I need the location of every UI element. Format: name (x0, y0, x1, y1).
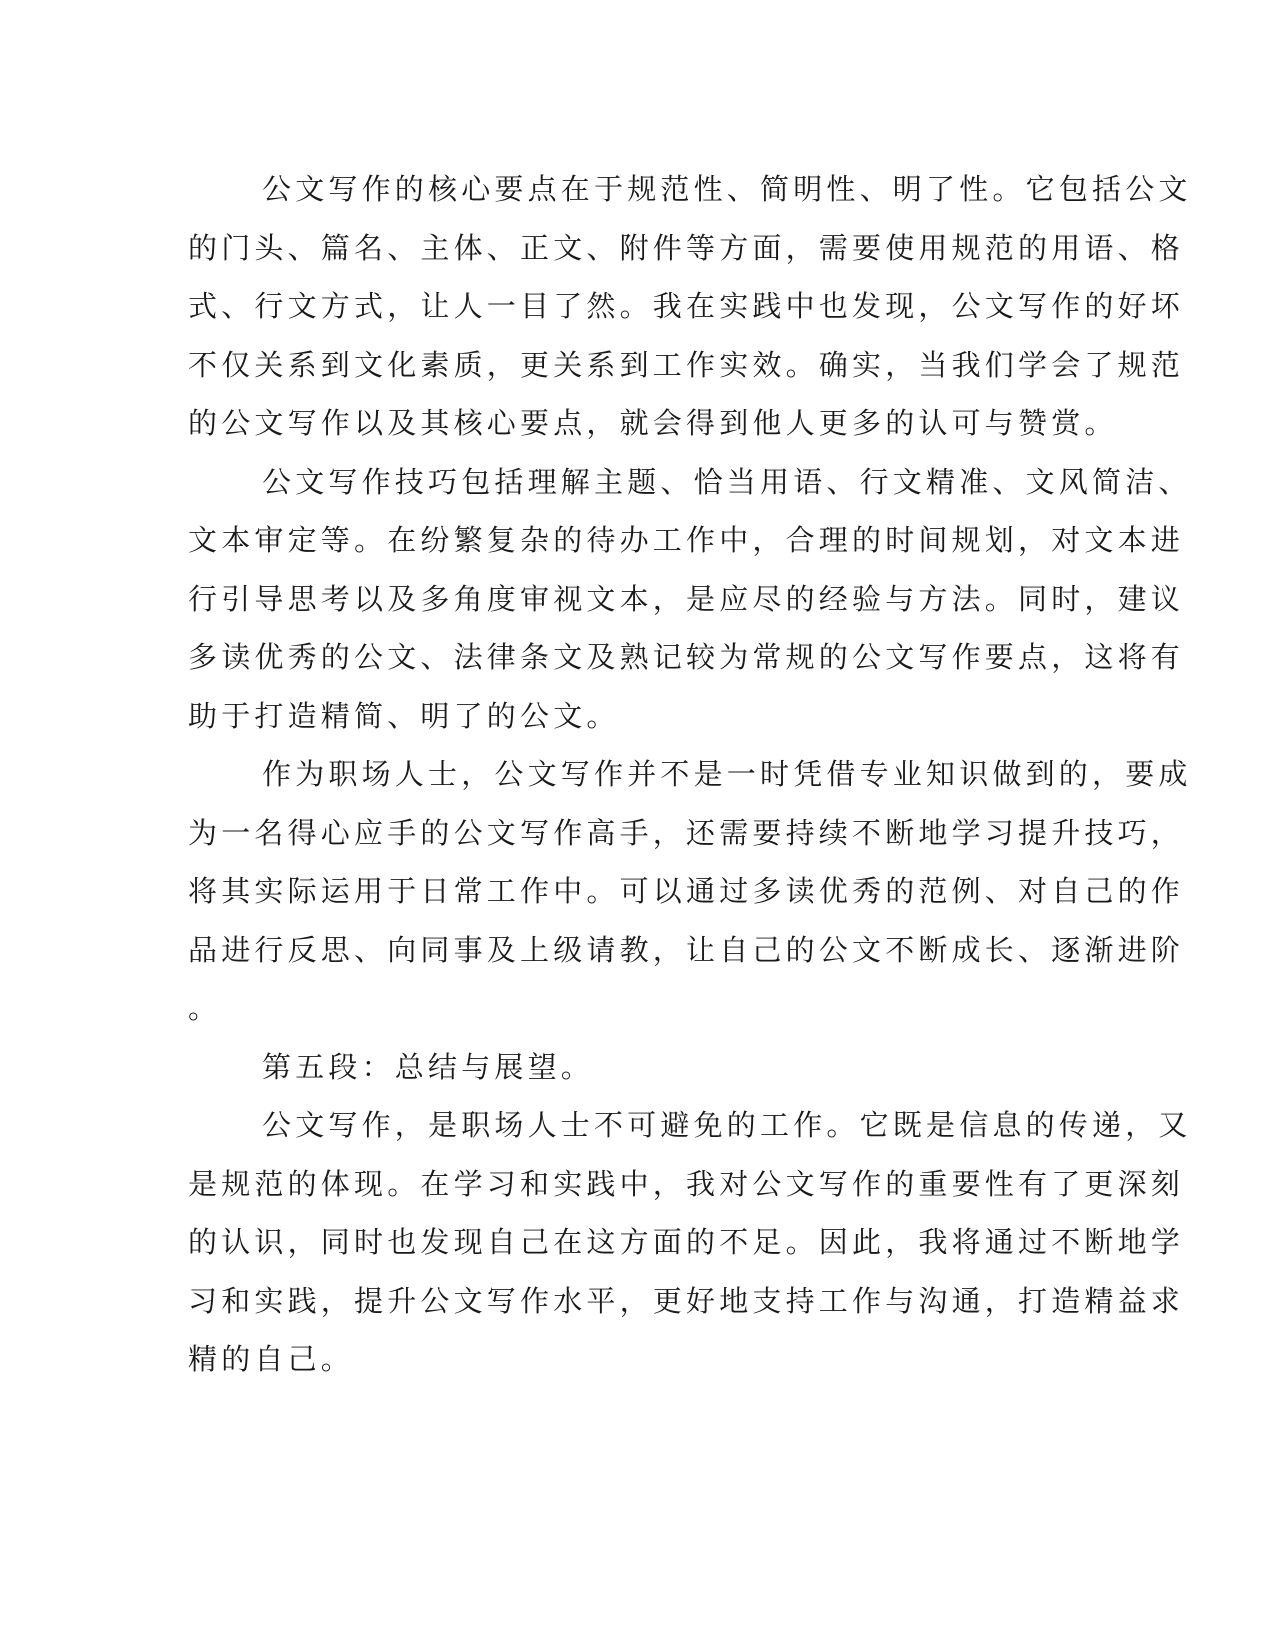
paragraph-1-line-5: 的公文写作以及其核心要点，就会得到他人更多的认可与赞赏。 (188, 406, 1118, 440)
section-heading-summary: 第五段：总结与展望。 (262, 1049, 595, 1084)
paragraph-3-line-1: 作为职场人士，公文写作并不是一时凭借专业知识做到的，要成 (262, 757, 1192, 791)
paragraph-5-line-5: 精的自己。 (188, 1342, 355, 1376)
paragraph-1-line-4: 不仅关系到文化素质，更关系到工作实效。确实，当我们学会了规范 (188, 347, 1185, 382)
paragraph-2-line-5: 助于打造精简、明了的公文。 (188, 698, 620, 733)
paragraph-5-line-4: 习和实践，提升公文写作水平，更好地支持工作与沟通，打造精益求 (188, 1283, 1185, 1318)
paragraph-1-line-3: 式、行文方式，让人一目了然。我在实践中也发现，公文写作的好坏 (188, 289, 1185, 323)
paragraph-1-line-1: 公文写作的核心要点在于规范性、简明性、明了性。它包括公文 (262, 172, 1192, 206)
paragraph-3-line-5: 。 (188, 991, 222, 1025)
paragraph-1-line-2: 的门头、篇名、主体、正文、附件等方面，需要使用规范的用语、格 (188, 230, 1185, 265)
paragraph-5-line-1: 公文写作，是职场人士不可避免的工作。它既是信息的传递，又 (262, 1108, 1192, 1142)
paragraph-3-line-3: 将其实际运用于日常工作中。可以通过多读优秀的范例、对自己的作 (188, 874, 1185, 908)
paragraph-2-line-4: 多读优秀的公文、法律条文及熟记较为常规的公文写作要点，这将有 (188, 640, 1185, 674)
paragraph-2-line-3: 行引导思考以及多角度审视文本，是应尽的经验与方法。同时，建议 (188, 581, 1185, 616)
paragraph-3-line-2: 为一名得心应手的公文写作高手，还需要持续不断地学习提升技巧， (188, 815, 1185, 850)
paragraph-2-line-2: 文本审定等。在纷繁复杂的待办工作中，合理的时间规划，对文本进 (188, 523, 1185, 557)
document-body (188, 160, 1192, 1389)
paragraph-2-line-1: 公文写作技巧包括理解主题、恰当用语、行文精准、文风简洁、 (262, 464, 1192, 499)
paragraph-5-line-2: 是规范的体现。在学习和实践中，我对公文写作的重要性有了更深刻 (188, 1166, 1185, 1201)
paragraph-5-line-3: 的认识，同时也发现自己在这方面的不足。因此，我将通过不断地学 (188, 1225, 1185, 1259)
paragraph-3-line-4: 品进行反思、向同事及上级请教，让自己的公文不断成长、逐渐进阶 (188, 932, 1185, 967)
